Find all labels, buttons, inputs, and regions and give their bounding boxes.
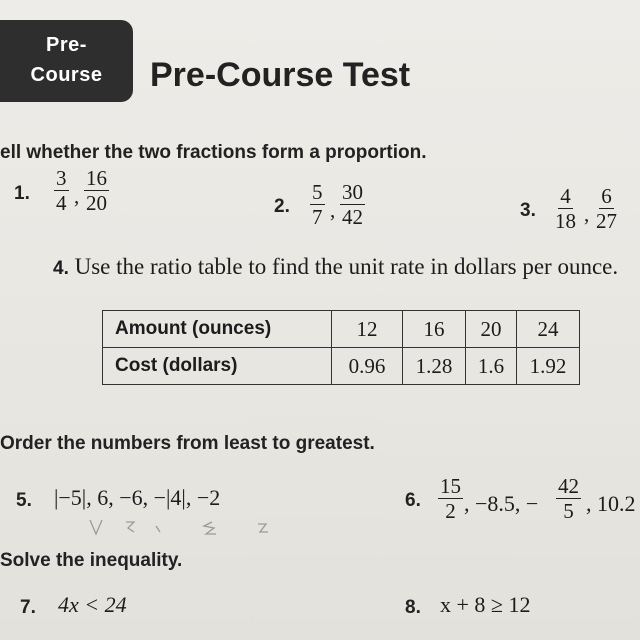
fraction-numerator: 16 (86, 166, 107, 190)
table-cell: 1.6 (466, 348, 517, 385)
comma: , (330, 198, 336, 222)
problem7-number: 7. (20, 597, 36, 618)
section3-instruction: Solve the inequality. (0, 550, 183, 571)
table-cell: 24 (517, 311, 580, 348)
problem1-fraction-a (54, 166, 69, 215)
fraction-denominator: 2 (445, 499, 456, 523)
problem8-number: 8. (405, 597, 421, 618)
problem2-fraction-a (310, 180, 325, 229)
fraction-numerator: 15 (440, 474, 461, 498)
page-title: Pre-Course Test (150, 56, 411, 94)
pre-course-badge (0, 20, 133, 102)
fraction-numerator: 42 (558, 474, 579, 498)
problem4-text: Use the ratio table to find the unit rate in dollars per ounce. (74, 254, 619, 279)
problem6-fraction2 (556, 474, 581, 523)
problem3-fraction-b (594, 184, 619, 233)
fraction-numerator: 5 (312, 180, 323, 204)
problem7-expression: 4x < 24 (58, 592, 127, 617)
problem8-expression: x + 8 ≥ 12 (440, 592, 531, 617)
problem4 (53, 254, 618, 280)
problem1-fraction-b (84, 166, 109, 215)
problem6-fraction1 (438, 474, 463, 523)
fraction-denominator: 5 (563, 499, 574, 523)
table-row (103, 311, 580, 348)
problem1-number: 1. (14, 183, 30, 204)
problem3-number: 3. (520, 200, 536, 221)
table-row (103, 348, 580, 385)
comma: , (584, 202, 590, 226)
fraction-numerator: 3 (56, 166, 67, 190)
problem5-expression: |−5|, 6, −6, −|4|, −2 (54, 485, 221, 510)
badge-line1: Pre- (46, 34, 87, 56)
fraction-denominator: 18 (555, 209, 576, 233)
fraction-denominator: 4 (56, 191, 67, 215)
table-cell: 1.28 (403, 348, 466, 385)
section1-instruction: ell whether the two fractions form a proportion. (0, 142, 427, 163)
row-header-cost: Cost (dollars) (103, 348, 332, 385)
problem6-tail: , 10.2 (586, 491, 636, 516)
table-cell: 1.92 (517, 348, 580, 385)
problem2-number: 2. (274, 196, 290, 217)
section2-instruction: Order the numbers from least to greatest. (0, 433, 375, 454)
problem3-fraction-a (553, 184, 578, 233)
badge-line2: Course (30, 64, 103, 86)
fraction-denominator: 20 (86, 191, 107, 215)
fraction-numerator: 30 (342, 180, 363, 204)
table-cell: 20 (466, 311, 517, 348)
problem5-number: 5. (16, 490, 32, 511)
problem2-fraction-b (340, 180, 365, 229)
problem4-number: 4. (53, 258, 69, 279)
fraction-denominator: 27 (596, 209, 617, 233)
table-cell: 16 (403, 311, 466, 348)
comma: , (74, 184, 80, 208)
ratio-table (102, 310, 580, 385)
fraction-denominator: 7 (312, 205, 323, 229)
problem6-number: 6. (405, 490, 421, 511)
table-cell: 0.96 (332, 348, 403, 385)
fraction-numerator: 6 (601, 184, 612, 208)
problem6-middle: , −8.5, − (464, 491, 539, 516)
pencil-marks (86, 516, 286, 538)
table-cell: 12 (332, 311, 403, 348)
fraction-denominator: 42 (342, 205, 363, 229)
fraction-numerator: 4 (560, 184, 571, 208)
row-header-amount: Amount (ounces) (103, 311, 332, 348)
